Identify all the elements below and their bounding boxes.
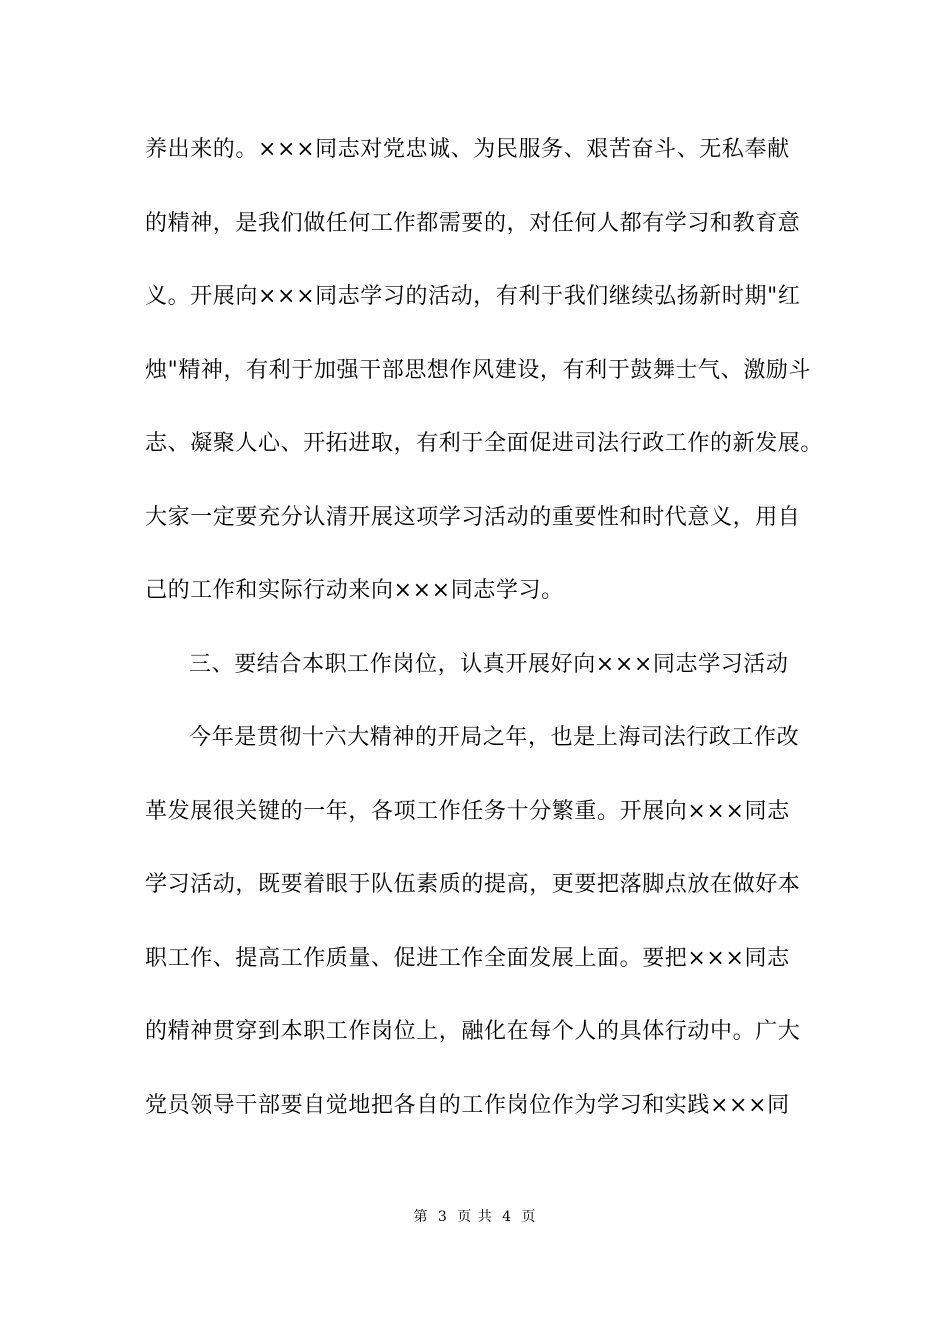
text-line: 志、凝聚人心、开拓进取，有利于全面促进司法行政工作的新发展。 <box>145 431 824 456</box>
text-line: 的精神贯穿到本职工作岗位上，融化在每个人的具体行动中。广大 <box>145 1019 801 1044</box>
footer-mid: 页 共 <box>457 1209 493 1225</box>
text-line: 大家一定要充分认清开展这项学习活动的重要性和时代意义，用自 <box>145 504 801 530</box>
current-page-number: 3 <box>437 1209 448 1225</box>
text-line: 烛"精神，有利于加强干部思想作风建设，有利于鼓舞士气、激励斗 <box>145 357 812 383</box>
text-line: 学习活动，既要着眼于队伍素质的提高，更要把落脚点放在做好本 <box>145 872 801 897</box>
text-line: 的精神，是我们做任何工作都需要的，对任何人都有学习和教育意 <box>145 210 801 236</box>
text-line: 今年是贯彻十六大精神的开局之年，也是上海司法行政工作改 <box>189 725 800 750</box>
text-line: 革发展很关键的一年，各项工作任务十分繁重。开展向×××同志 <box>145 798 790 824</box>
total-page-number: 4 <box>502 1209 513 1225</box>
page-footer <box>0 1206 950 1226</box>
footer-suffix: 页 <box>521 1209 537 1225</box>
section-heading: 三、要结合本职工作岗位，认真开展好向×××同志学习活动 <box>189 651 789 677</box>
text-line: 义。开展向×××同志学习的活动，有利于我们继续弘扬新时期"红 <box>145 284 801 309</box>
text-line: 己的工作和实际行动来向×××同志学习。 <box>145 578 564 603</box>
footer-prefix: 第 <box>413 1209 429 1225</box>
text-line: 养出来的。×××同志对党忠诚、为民服务、艰苦奋斗、无私奉献 <box>145 137 790 162</box>
document-body <box>145 130 824 1159</box>
text-line: 职工作、提高工作质量、促进工作全面发展上面。要把×××同志 <box>145 945 790 971</box>
text-line: 党员领导干部要自觉地把各自的工作岗位作为学习和实践×××同 <box>145 1092 790 1118</box>
